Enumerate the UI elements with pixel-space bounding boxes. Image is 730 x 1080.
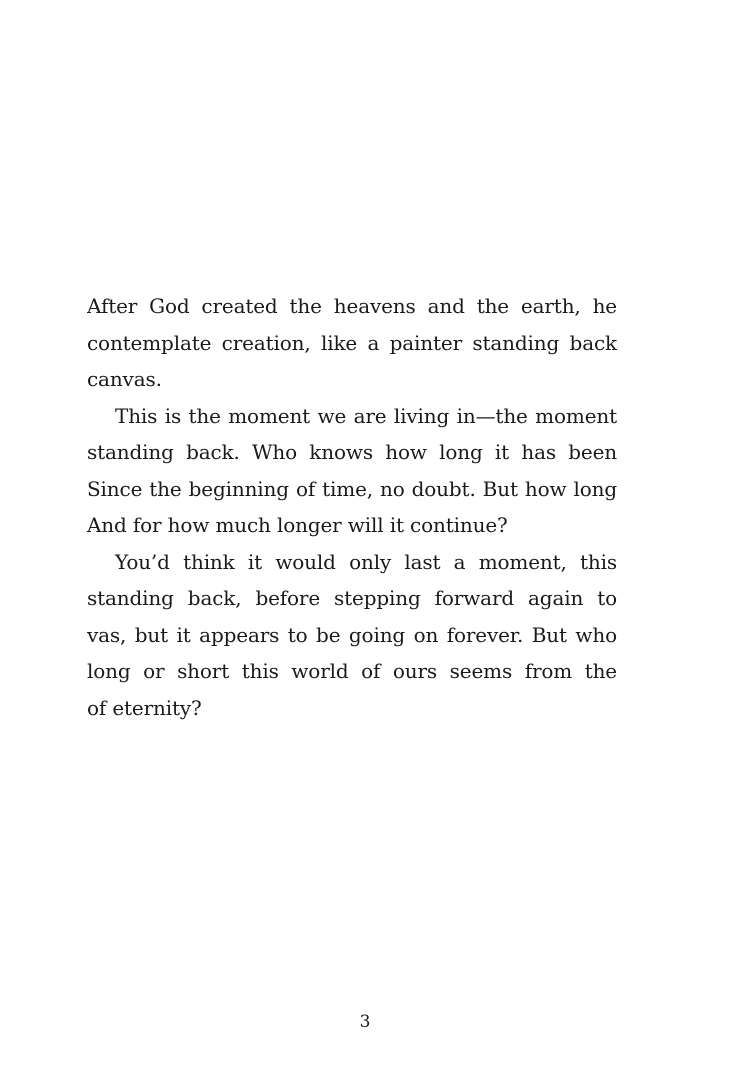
paragraph-2-line-4: And for how much longer will it continue?	[87, 513, 508, 537]
paragraph-2-line-3: Since the beginning of time, no doubt. But how long	[87, 476, 617, 501]
paragraph-1-line-3: canvas.	[87, 367, 162, 391]
paragraph-3-line-4: long or short this world of ours seems from the	[87, 659, 617, 683]
body-text	[87, 288, 617, 726]
paragraph-2-line-1: This is the moment we are living in—the moment	[115, 403, 617, 428]
page-number: 3	[359, 1012, 371, 1032]
paragraph-3-line-5: of eternity?	[87, 695, 202, 720]
paragraph-1-line-2: contemplate creation, like a painter standing back	[87, 330, 617, 355]
paragraph-3-line-1: You’d think it would only last a moment, this	[115, 549, 617, 574]
paragraph-2-line-2: standing back. Who knows how long it has been	[87, 440, 617, 464]
paragraph-3-line-3: vas, but it appears to be going on forever. But who	[87, 622, 617, 647]
paragraph-1-line-1: After God created the heavens and the earth, he	[87, 294, 617, 318]
paragraph-3-line-2: standing back, before stepping forward again to	[87, 586, 617, 610]
